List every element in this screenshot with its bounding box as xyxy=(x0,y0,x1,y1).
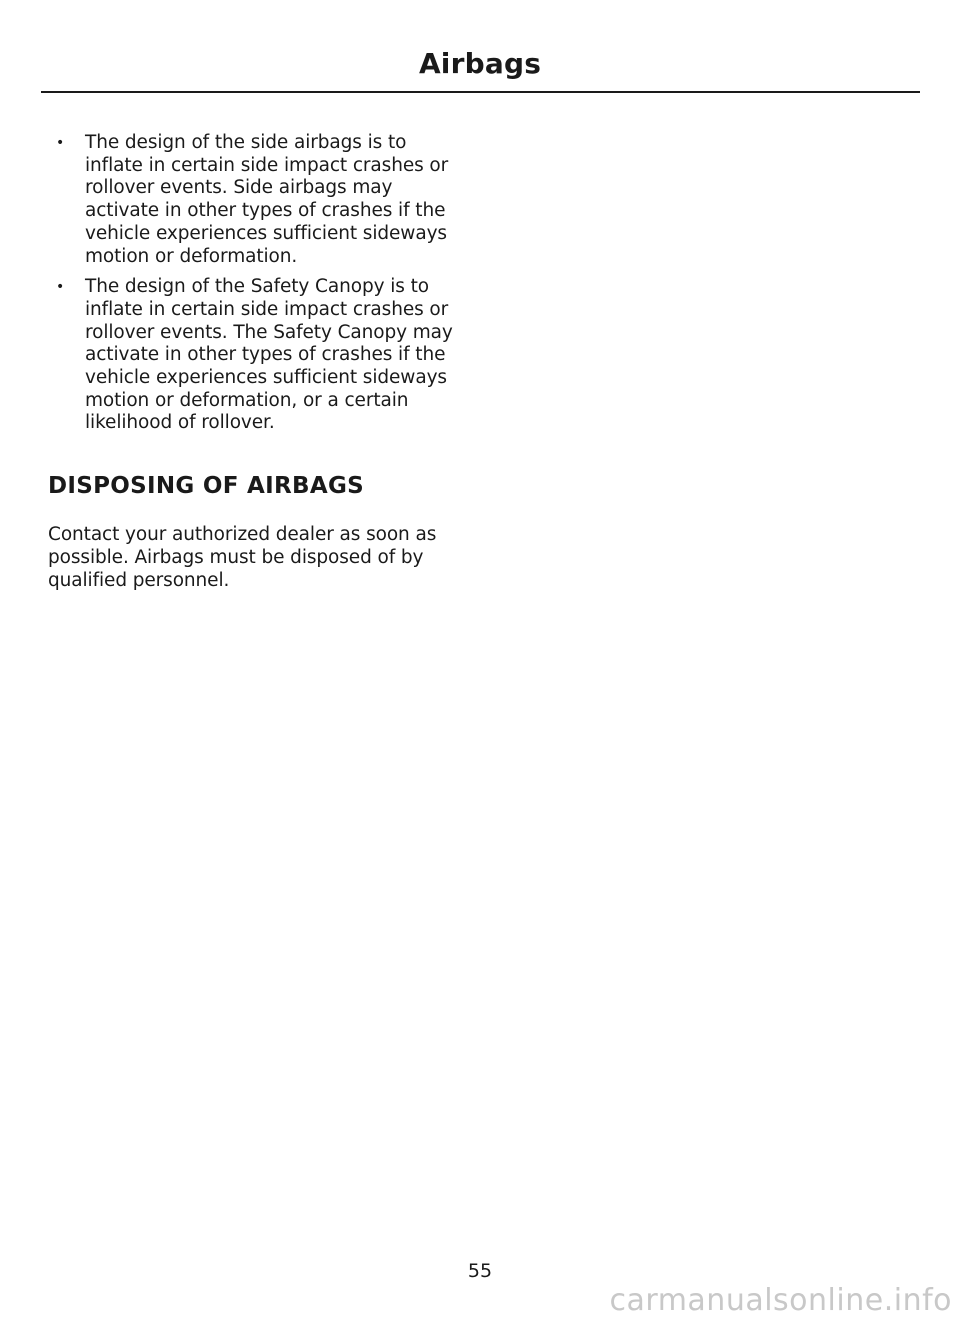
section-paragraph: Contact your authorized dealer as soon as possible. Airbags must be disposed of by qualified personnel. xyxy=(48,524,437,592)
bullet-text: The design of the Safety Canopy is to inflate in certain side impact crashes or rollover events. The Safety Canopy may activate in other types of crashes if the vehicle experiences sufficient sideways motion or deformation, or a certain likelihood of rollover. xyxy=(85,276,453,434)
list-item xyxy=(48,132,468,268)
header-rule xyxy=(41,91,920,93)
list-item xyxy=(48,276,468,435)
page-header-title: Airbags xyxy=(418,47,542,80)
page-number: 55 xyxy=(467,1260,493,1282)
page-content xyxy=(48,132,468,592)
section-heading: DISPOSING OF AIRBAGS xyxy=(48,473,364,500)
bullet-text: The design of the side airbags is to inflate in certain side impact crashes or rollover events. Side airbags may activate in other types of crashes if the vehicle experiences sufficient sideways motion or deformation. xyxy=(85,132,449,267)
watermark: carmanualsonline.info xyxy=(609,1283,952,1318)
bullet-mark: • xyxy=(56,135,65,151)
bullet-list xyxy=(48,132,468,435)
bullet-mark: • xyxy=(56,279,65,296)
